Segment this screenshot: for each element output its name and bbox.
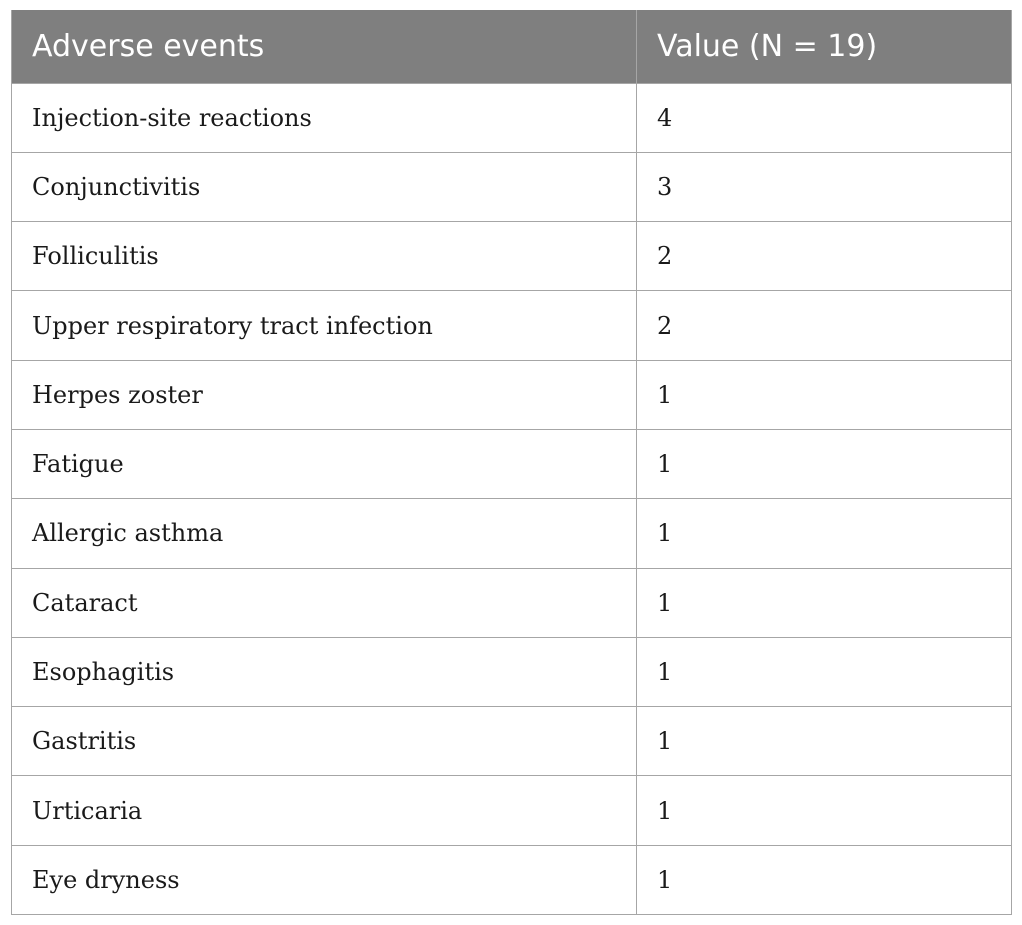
adverse-events-table bbox=[11, 10, 1012, 915]
event-value-cell: 2 bbox=[637, 291, 1012, 360]
table-header-row bbox=[12, 10, 1012, 83]
event-name-cell: Upper respiratory tract infection bbox=[12, 291, 637, 360]
table-row bbox=[12, 845, 1012, 914]
adverse-events-table-container bbox=[11, 10, 1011, 915]
table-row bbox=[12, 499, 1012, 568]
event-value-cell: 2 bbox=[637, 222, 1012, 291]
event-name-cell: Folliculitis bbox=[12, 222, 637, 291]
event-value-cell: 1 bbox=[637, 637, 1012, 706]
table-row bbox=[12, 429, 1012, 498]
event-name-cell: Injection-site reactions bbox=[12, 83, 637, 152]
event-value-cell: 4 bbox=[637, 83, 1012, 152]
event-name-cell: Fatigue bbox=[12, 429, 637, 498]
event-value-cell: 1 bbox=[637, 707, 1012, 776]
header-value: Value (N = 19) bbox=[637, 10, 1012, 83]
event-value-cell: 1 bbox=[637, 429, 1012, 498]
event-name-cell: Esophagitis bbox=[12, 637, 637, 706]
table-row bbox=[12, 707, 1012, 776]
table-row bbox=[12, 776, 1012, 845]
event-name-cell: Allergic asthma bbox=[12, 499, 637, 568]
event-value-cell: 1 bbox=[637, 360, 1012, 429]
event-name-cell: Conjunctivitis bbox=[12, 152, 637, 221]
table-row bbox=[12, 291, 1012, 360]
event-value-cell: 1 bbox=[637, 568, 1012, 637]
event-name-cell: Eye dryness bbox=[12, 845, 637, 914]
table-row bbox=[12, 360, 1012, 429]
table-row bbox=[12, 152, 1012, 221]
event-value-cell: 1 bbox=[637, 776, 1012, 845]
table-row bbox=[12, 83, 1012, 152]
header-adverse-events: Adverse events bbox=[12, 10, 637, 83]
event-name-cell: Gastritis bbox=[12, 707, 637, 776]
event-name-cell: Herpes zoster bbox=[12, 360, 637, 429]
table-row bbox=[12, 222, 1012, 291]
event-name-cell: Urticaria bbox=[12, 776, 637, 845]
event-name-cell: Cataract bbox=[12, 568, 637, 637]
event-value-cell: 1 bbox=[637, 845, 1012, 914]
table-row bbox=[12, 637, 1012, 706]
event-value-cell: 3 bbox=[637, 152, 1012, 221]
event-value-cell: 1 bbox=[637, 499, 1012, 568]
table-row bbox=[12, 568, 1012, 637]
